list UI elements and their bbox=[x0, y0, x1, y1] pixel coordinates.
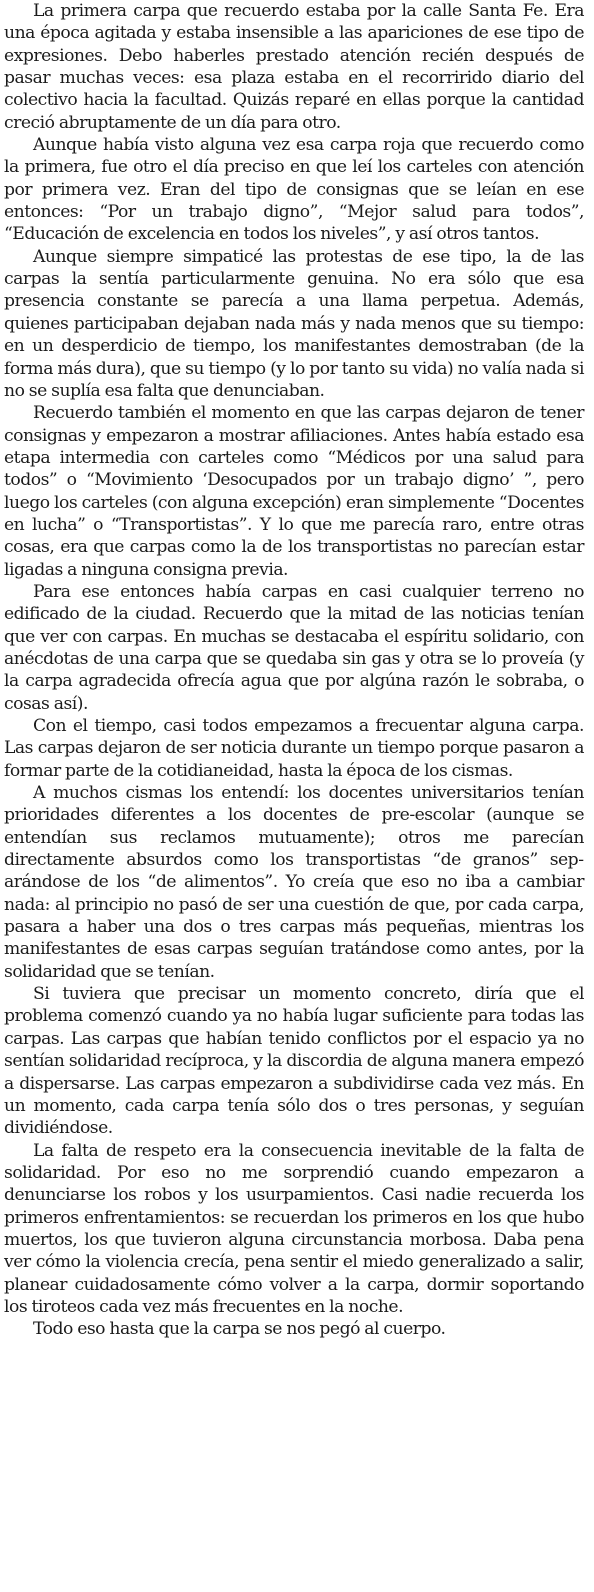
paragraph-8: Si tuviera que precisar un momento concreto, diría que el problema comenzó cuando ya no había lugar suficiente para todas las carpas. Las carpas que habían tenido conflictos por el espacio ya no sentían solidaridad recíproca, y la discordia de alguna manera empezó a dispersarse. Las carpas empezaron a subdividirse cada vez más. En un momento, cada carpa tenía sólo dos o tres personas, y seguían dividiéndose. bbox=[4, 984, 584, 1139]
paragraph-7: A muchos cismas los entendí: los docentes universitarios tenían prioridades diferentes a los docentes de pre-escolar (aunque se entendían sus reclamos mutuamente); otros me parecían directamente absurdos como los transportistas “de granos” separándose de los “de alimentos”. Yo creía que eso no iba a cambiar nada: al principio no pasó de ser una cuestión de que, por cada carpa, pasara a haber una dos o tres carpas más pequeñas, mientras los manifestantes de esas carpas seguían tratándose como antes, por la solidaridad que se tenían. bbox=[4, 783, 584, 982]
paragraph-10: Todo eso hasta que la carpa se nos pegó al cuerpo. bbox=[33, 1319, 446, 1340]
paragraph-1: La primera carpa que recuerdo estaba por la calle Santa Fe. Era una época agitada y estaba insensible a las apariciones de ese tipo de expresiones. Debo haberles prestado atención recién después de pasar muchas veces: esa plaza estaba en el recorrirido diario del colectivo hacia la facultad. Quizás reparé en ellas porque la cantidad creció abruptamente de un día para otro. bbox=[4, 1, 584, 133]
paragraph-5: Para ese entonces había carpas en casi cualquier terreno no edificado de la ciudad. Recuerdo que la mitad de las noticias tenían que ver con carpas. En muchas se destacaba el espíritu solidario, con anécdotas de una carpa que se quedaba sin gas y otra se lo proveía (y la carpa agradecida ofrecía agua que por algúna razón le sobraba, o cosas así). bbox=[4, 581, 584, 714]
paragraph-6: Con el tiempo, casi todos empezamos a frecuentar alguna carpa. Las carpas dejaron de ser noticia durante un tiempo porque pasaron a formar parte de la cotidianeidad, hasta la época de los cismas. bbox=[4, 716, 584, 781]
paragraph-2: Aunque había visto alguna vez esa carpa roja que recuerdo como la primera, fue otro el día preciso en que leí los carteles con atención por primera vez. Eran del tipo de consignas que se leían en ese entonces: “Por un trabajo digno”, “Mejor salud para todos”, “Educación de excelencia en todos los niveles”, y así otros tantos. bbox=[4, 135, 584, 245]
paragraph-4: Recuerdo también el momento en que las carpas dejaron de tener consignas y empezaron a mostrar afiliaciones. Antes había estado esa etapa intermedia con carteles como “Médicos por una salud para todos” o “Movimiento ‘Desocupados por un trabajo digno’ ”, pero luego los carteles (con alguna excepción) eran simplemente “Docentes en lucha” o “Transportistas”. Y lo que me parecía raro, entre otras cosas, era que carpas como la de los transportistas no parecían estar ligadas a ninguna consigna previa. bbox=[4, 403, 584, 580]
story-text bbox=[4, 0, 584, 1341]
paragraph-9: La falta de respeto era la consecuencia inevitable de la falta de solidaridad. Por eso no me sorprendió cuando empezaron a denunciarse los robos y los usurpamientos. Casi nadie recuerda los primeros enfrentamientos: se recuerdan los primeros en los que hubo muertos, los que tuvieron alguna circunstancia morbosa. Daba pena ver cómo la violencia crecía, pena sentir el miedo generalizado a salir, planear cuidadosamente cómo volver a la carpa, dormir soportando los tiroteos cada vez más frecuentes en la noche. bbox=[4, 1140, 584, 1317]
paragraph-3: Aunque siempre simpaticé las protestas de ese tipo, la de las carpas la sentía particularmente genuina. No era sólo que esa presencia constante se parecía a una llama perpetua. Además, quienes participaban dejaban nada más y nada menos que su tiempo: en un desperdicio de tiempo, los manifestantes demostraban (de la forma más dura), que su tiempo (y lo por tanto su vida) no valía nada si no se suplía esa falta que denunciaban. bbox=[4, 246, 584, 401]
